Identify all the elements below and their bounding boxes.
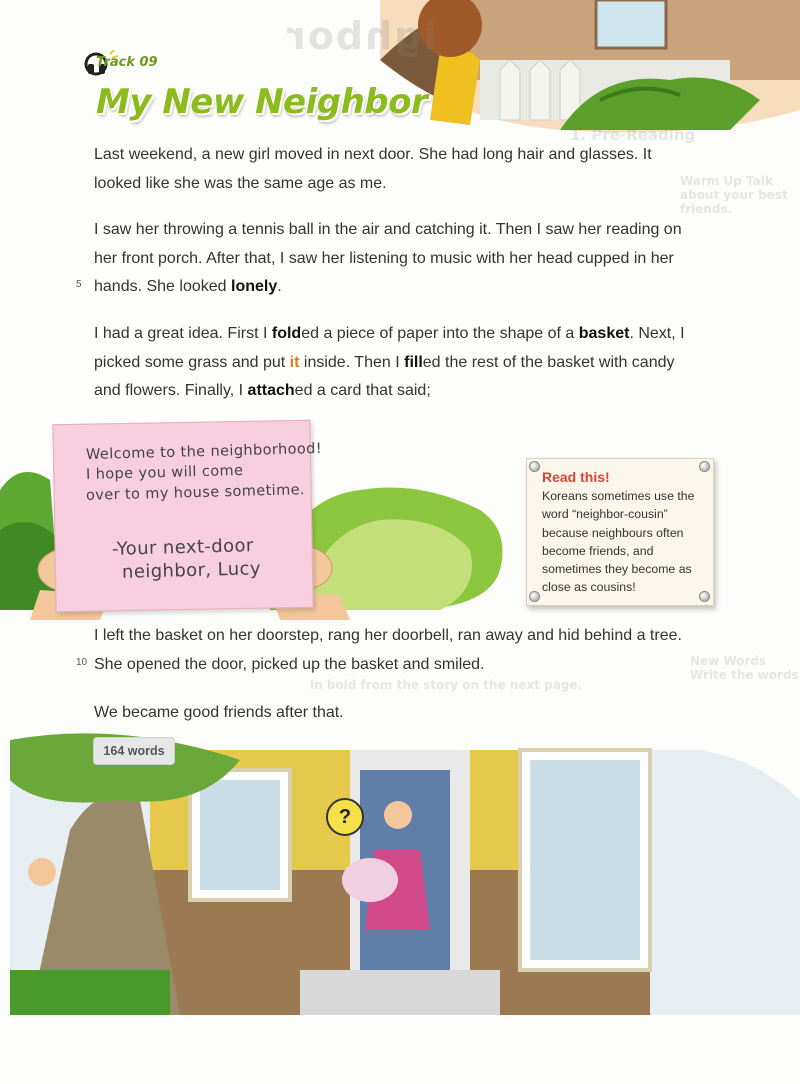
text-run: ed the rest of the basket with candy [422,353,675,371]
paragraph-1 [94,141,714,198]
page-title: My New Neighbor [96,82,428,122]
text-line [94,273,714,302]
text-line: her front porch. After that, I saw her listening to music with her head cupped in her [94,249,674,267]
vocab-word: fold [271,325,302,342]
line-number: 5 [76,279,82,290]
text-line: looked like she was the same age as me. [94,174,387,192]
letter-line: over to my house sometime. [85,482,306,504]
text-line [94,320,714,349]
vocab-word: fill [404,353,423,371]
letter-signature: neighbor, Lucy [121,558,262,583]
track-label: Track 09 [96,55,158,70]
text-run: ed a piece of paper into the shape of a [301,325,579,342]
text-line: I saw her throwing a tennis ball in the air and catching it. Then I saw her reading on [94,221,682,238]
text-run: picked some grass and put [94,353,290,371]
word-count-badge: 164 words [93,737,175,765]
read-this-title: Read this! [542,469,610,485]
bleed-text: New Words Write the words [690,654,799,682]
highlighted-word: it [289,353,300,371]
house-illustration [0,720,800,1020]
text-run: and flowers. Finally, I [94,382,248,399]
bleed-text: Warm Up Talk about your best friends. [680,174,788,216]
pin-icon [529,461,540,472]
text-line: We became good friends after that. [94,704,344,721]
text-run: . [277,278,282,295]
vocab-word: lonely [231,278,278,295]
text-run: . Next, I [629,325,685,342]
letter-line: Welcome to the neighborhood! [85,440,323,464]
paragraph-3 [94,320,714,406]
bleed-text: 1. Pre-Reading [570,126,696,144]
ghost-header-text: ighbor [285,14,437,58]
pin-icon [699,461,710,472]
paragraph-2 [94,216,714,302]
letter-signature: -Your next-door [111,535,254,560]
vocab-word: attach [247,382,295,399]
line-number: 10 [76,657,88,668]
text-run: ed a card that said; [294,382,431,399]
text-line: I left the basket on her doorstep, rang her doorbell, ran away and hid behind a tree. [94,627,682,644]
bleed-text: in bold from the story on the next page. [310,678,583,692]
text-run: inside. Then I [299,353,405,371]
read-this-body: Koreans sometimes use the word “neighbor-cousin” because neighbours often become friends, and sometimes they become as close as cousins! [542,489,695,595]
question-mark-bubble: ? [326,798,364,836]
pin-icon [529,591,540,602]
text-line [94,349,714,378]
vocab-word: basket [578,325,630,342]
paragraph-4 [94,622,734,679]
text-line [94,377,714,406]
text-run: I had a great idea. First I [94,325,272,342]
text-line: Last weekend, a new girl moved in next door. She had long hair and glasses. It [94,146,652,163]
text-run: hands. She looked [94,278,231,295]
letter-line: I hope you will come [85,462,244,484]
text-line: She opened the door, picked up the basket and smiled. [94,655,485,673]
